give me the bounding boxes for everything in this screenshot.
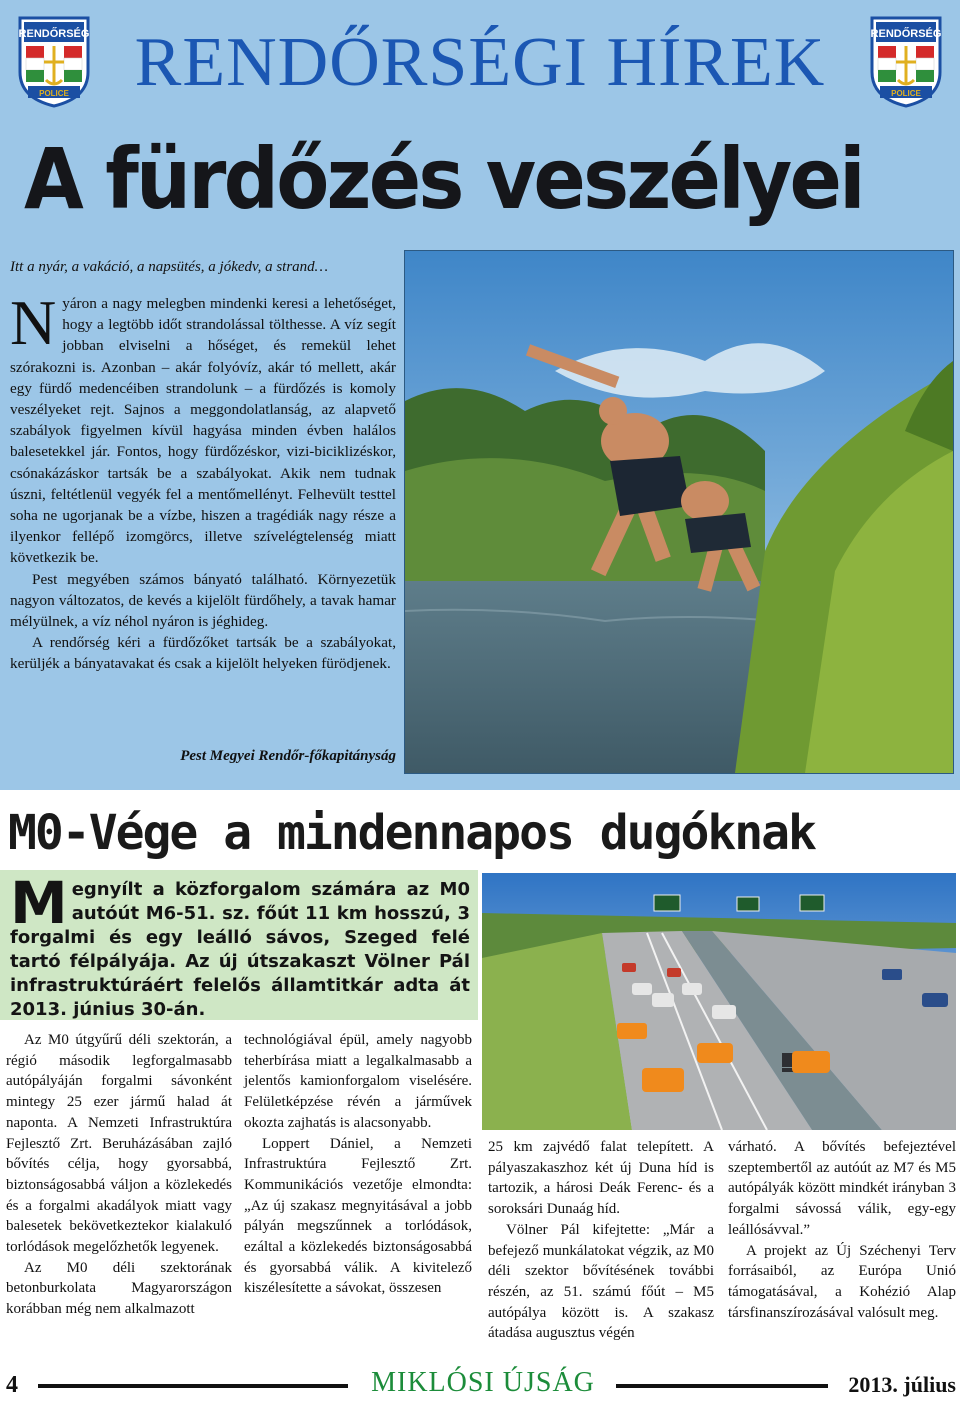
article2-column-2 <box>244 1030 472 1299</box>
article2-paragraph: várható. A bővítés befejeztével szeptembertől az autóút az M7 és M5 autópályák között mindkét irányban 3 forgalmi sávossá válik, egy-egy leállósávval.” <box>728 1139 956 1238</box>
swimmers-jumping-photo <box>404 250 954 774</box>
article1-dropcap: N <box>10 287 57 358</box>
article2-paragraph: A projekt az Új Széchenyi Terv forrásaiból, az Európa Unió támogatásával, a Kohézió Alap társfinanszírozásával valósult meg. <box>728 1242 956 1321</box>
article2-column-1 <box>6 1030 232 1320</box>
article2-paragraph: Völner Pál kifejtette: „Már a befejező munkálatokat végzik, az M0 déli szektor bővítésének további részén, az 51. számú főút – M5 autópálya között is. A szakasz átadása augusztus végén <box>488 1221 714 1342</box>
article2-paragraph: Az M0 útgyűrű déli szektorán, a régió második legforgalmasabb autópályáján forgalmi sávonként mintegy 25 ezer jármű halad át naponta. A Nemzeti Infrastruktúra Fejlesztő Zrt. Beruházásában zajló bővítés célja, hogy gyorsabbá, biztonságosabbá váljon a közlekedés és a forgalmi akadályok miatt vagy balesetek bekövetkeztekor kialakuló torlódások megelőzhetők legyenek. <box>6 1032 232 1256</box>
article2-dropcap: M <box>10 869 68 937</box>
police-badge-left <box>14 10 94 110</box>
badge-top-text: RENDŐRSÉG <box>870 28 942 40</box>
article1-headline: A fürdőzés veszélyei <box>24 130 863 228</box>
page-number: 4 <box>6 1372 18 1398</box>
article2-paragraph: 25 km zajvédő falat telepített. A pályaszakaszhoz két új Duna híd is tartozik, a hárosi Deák Ferenc- és a soroksári Dunaág híd. <box>488 1139 714 1218</box>
issue-date: 2013. július <box>848 1372 956 1397</box>
newspaper-name: MIKLÓSI ÚJSÁG <box>371 1367 595 1398</box>
badge-top-text: RENDŐRSÉG <box>18 28 90 40</box>
article1-paragraph: Pest megyében számos bányató található. Környezetük nagyon változatos, de kevés a kijelölt fürdőhely, a tavak hamar mélyülnek, a víz néhol nyáron is jéghideg. <box>10 570 396 631</box>
badge-bottom-text: POLICE <box>891 89 921 98</box>
motorway-photo <box>482 873 956 1130</box>
footer-rule-left <box>38 1384 348 1388</box>
badge-bottom-text: POLICE <box>39 89 69 98</box>
article2-lead: Megnyílt a közforgalom számára az M0 autóút M6-51. sz. főút 11 km hosszú, 3 forgalmi és egy leálló sávos, Szeged felé tartó félpályája. Az új útszakaszt Völner Pál infrastruktúráért felelős államtitkár adta át 2013. június 30-án. <box>10 869 470 1020</box>
article2-paragraph: Loppert Dániel, a Nemzeti Infrastruktúra Fejlesztő Zrt. Kommunikációs vezetője elmondta: „Az új szakasz megnyitásával a jobb pályán megszűnnek a torlódások, ezáltal a közlekedés biztonságosabbá és gyorsabbá válik. A kivitelező kiszélesítette a sávokat, összesen <box>244 1135 472 1297</box>
banner-title: RENDŐRSÉGI HÍREK <box>134 24 826 101</box>
article2-column-4 <box>728 1137 956 1323</box>
article2-paragraph: Az M0 déli szektorának betonburkolata Magyarországon korábban még nem alkalmazott <box>6 1259 232 1318</box>
article1-paragraph: A rendőrség kéri a fürdőzőket tartsák be a szabályokat, kerüljék a bányatavakat és csak a kijelölt helyeken fürödjenek. <box>10 634 396 673</box>
article1-lead: Itt a nyár, a vakáció, a napsütés, a jókedv, a strand… <box>10 259 329 275</box>
article2-headline: M0-Vége a mindennapos dugóknak <box>8 805 815 861</box>
police-badge-right <box>866 10 946 110</box>
article2-paragraph: technológiával épül, amely nagyobb teherbírása miatt a legalkalmasabb a jelentős kamionforgalom viselésére. Felületképzése révén a járművek okozta zajhatás is alacsonyabb. <box>244 1032 472 1131</box>
article1-signature: Pest Megyei Rendőr-főkapitányság <box>180 748 396 764</box>
article1-body <box>10 287 396 675</box>
article1-paragraph: Nyáron a nagy melegben mindenki keresi a lehetőséget, hogy a legtöbb időt strandolással tölthesse. A víz segít jobban elviselni a hőséget, és remekül lehet szórakozni is. Azonban – akár folyóvíz, akár tó mellett, akár egy fürdő medencéiben strandolunk – a fürdőzés is komoly veszélyeket rejt. Sajnos a meggondolatlanság, az alapvető szabályok figyelmen kívül hagyása minden évben halálos balesetekkel jár. Fontos, hogy fürdőzéskor, vizi-biciklizéskor, csónakázáskor tartsák be a szabályokat. Akik nem tudnak úszni, feltétlenül vegyék fel a mentőmellényt. Felhevült testtel soha ne ugorjanak be a vízbe, hiszen a tragédiák nagy része a ilyenkor fellépő izomgörcs, illetve szívelégtelenség miatt következik be. <box>10 287 396 567</box>
footer-rule-right <box>616 1384 828 1388</box>
article2-column-3 <box>488 1137 714 1344</box>
